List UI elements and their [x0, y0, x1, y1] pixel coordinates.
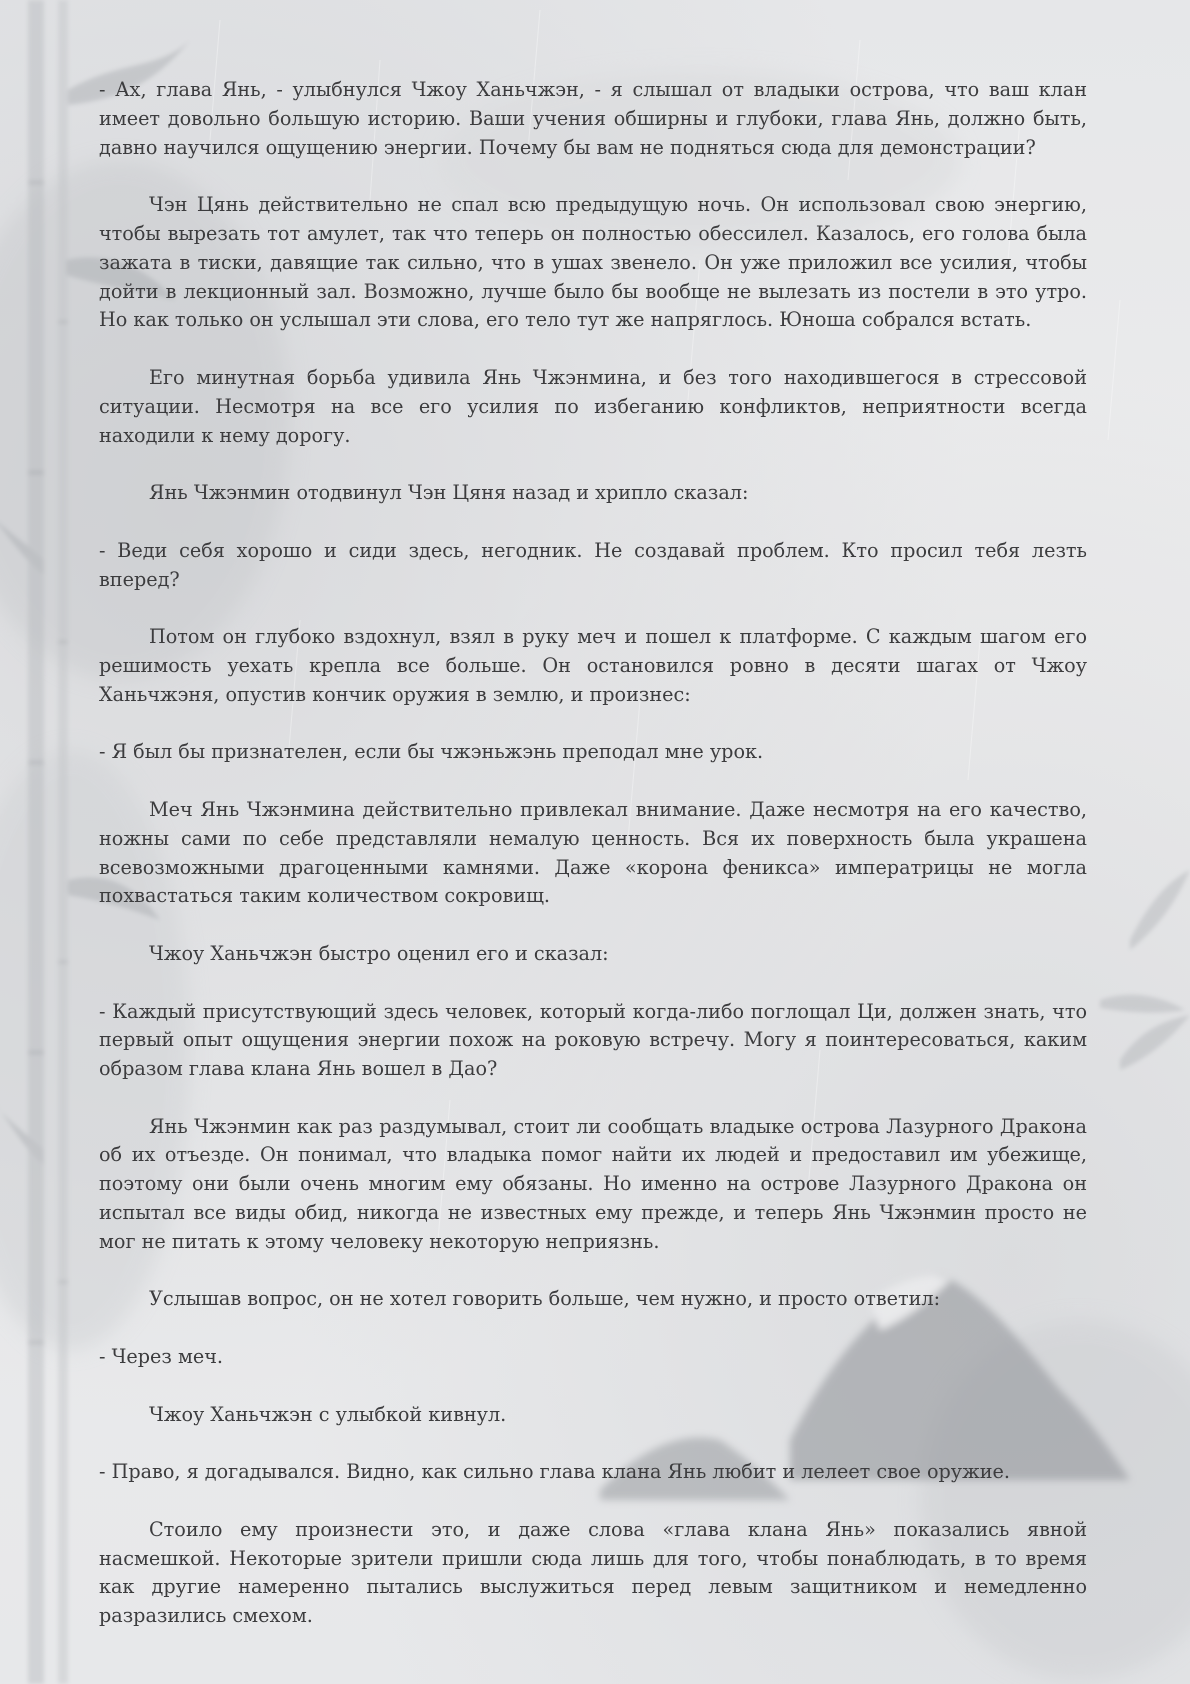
paragraph: Янь Чжэнмин отодвинул Чэн Цяня назад и хрипло сказал:	[149, 481, 749, 505]
paragraph: Его минутная борьба удивила Янь Чжэнмина, и без того находившегося в стрессовой ситуации. Несмотря на все его усилия по избеганию конфликтов, неприятности всегда находили к нему дорогу.	[99, 365, 1087, 447]
paragraph: - Через меч.	[99, 1345, 224, 1369]
paragraph: Услышав вопрос, он не хотел говорить больше, чем нужно, и просто ответил:	[149, 1287, 941, 1311]
chapter-text	[99, 76, 1087, 1660]
paragraph: - Веди себя хорошо и сиди здесь, негодник. Не создавай проблем. Кто просил тебя лезть вперед?	[99, 538, 1087, 591]
paragraph: - Право, я догадывался. Видно, как сильно глава клана Янь любит и лелеет свое оружие.	[99, 1460, 1010, 1484]
paragraph: Чэн Цянь действительно не спал всю предыдущую ночь. Он использовал свою энергию, чтобы вырезать тот амулет, так что теперь он полностью обессилел. Казалось, его голова была зажата в тиски, давящие так сильно, что в ушах звенело. Он уже приложил все усилия, чтобы дойти в лекционный зал. Возможно, лучше было бы вообще не вылезать из постели в это утро. Но как только он услышал эти слова, его тело тут же напряглось. Юноша собрался встать.	[99, 193, 1087, 332]
paragraph: Потом он глубоко вздохнул, взял в руку меч и пошел к платформе. С каждым шагом его решимость уехать крепла все больше. Он остановился ровно в десяти шагах от Чжоу Ханьчжэня, опустив кончик оружия в землю, и произнес:	[99, 625, 1087, 706]
paragraph: Меч Янь Чжэнмина действительно привлекал внимание. Даже несмотря на его качество, ножны сами по себе представляли немалую ценность. Вся их поверхность была украшена всевозможными драгоценными камнями. Даже «корона феникса» императрицы не могла похвастаться таким количеством сокровищ.	[99, 797, 1087, 908]
paragraph: Стоило ему произнести это, и даже слова «глава клана Янь» показались явной насмешкой. Некоторые зрители пришли сюда лишь для того, чтобы понаблюдать, в то время как другие намеренно пытались выслужиться перед левым защитником и немедленно разразились смехом.	[99, 1517, 1087, 1628]
paragraph: Янь Чжэнмин как раз раздумывал, стоит ли сообщать владыке острова Лазурного Дракона об их отъезде. Он понимал, что владыка помог найти их людей и предоставил им убежище, поэтому они были очень многим ему обязаны. Но именно на острове Лазурного Дракона он испытал все виды обид, никогда не известных ему прежде, и теперь Янь Чжэнмин просто не мог не питать к этому человеку некоторую неприязнь.	[99, 1114, 1087, 1253]
paragraph: - Каждый присутствующий здесь человек, который когда-либо поглощал Ци, должен знать, что первый опыт ощущения энергии похож на роковую встречу. Могу я поинтересоваться, каким образом глава клана Янь вошел в Дао?	[99, 999, 1087, 1081]
paragraph: Чжоу Ханьчжэн с улыбкой кивнул.	[149, 1402, 507, 1426]
paragraph: - Я был бы признателен, если бы чжэньжэнь преподал мне урок.	[99, 740, 764, 764]
paragraph: Чжоу Ханьчжэн быстро оценил его и сказал:	[149, 941, 609, 965]
paragraph: - Ах, глава Янь, - улыбнулся Чжоу Ханьчжэн, - я слышал от владыки острова, что ваш клан имеет довольно большую историю. Ваши учения обширны и глубоки, глава Янь, должно быть, давно научился ощущению энергии. Почему бы вам не подняться сюда для демонстрации?	[99, 78, 1087, 159]
leaf-sprigs	[1100, 870, 1190, 1070]
